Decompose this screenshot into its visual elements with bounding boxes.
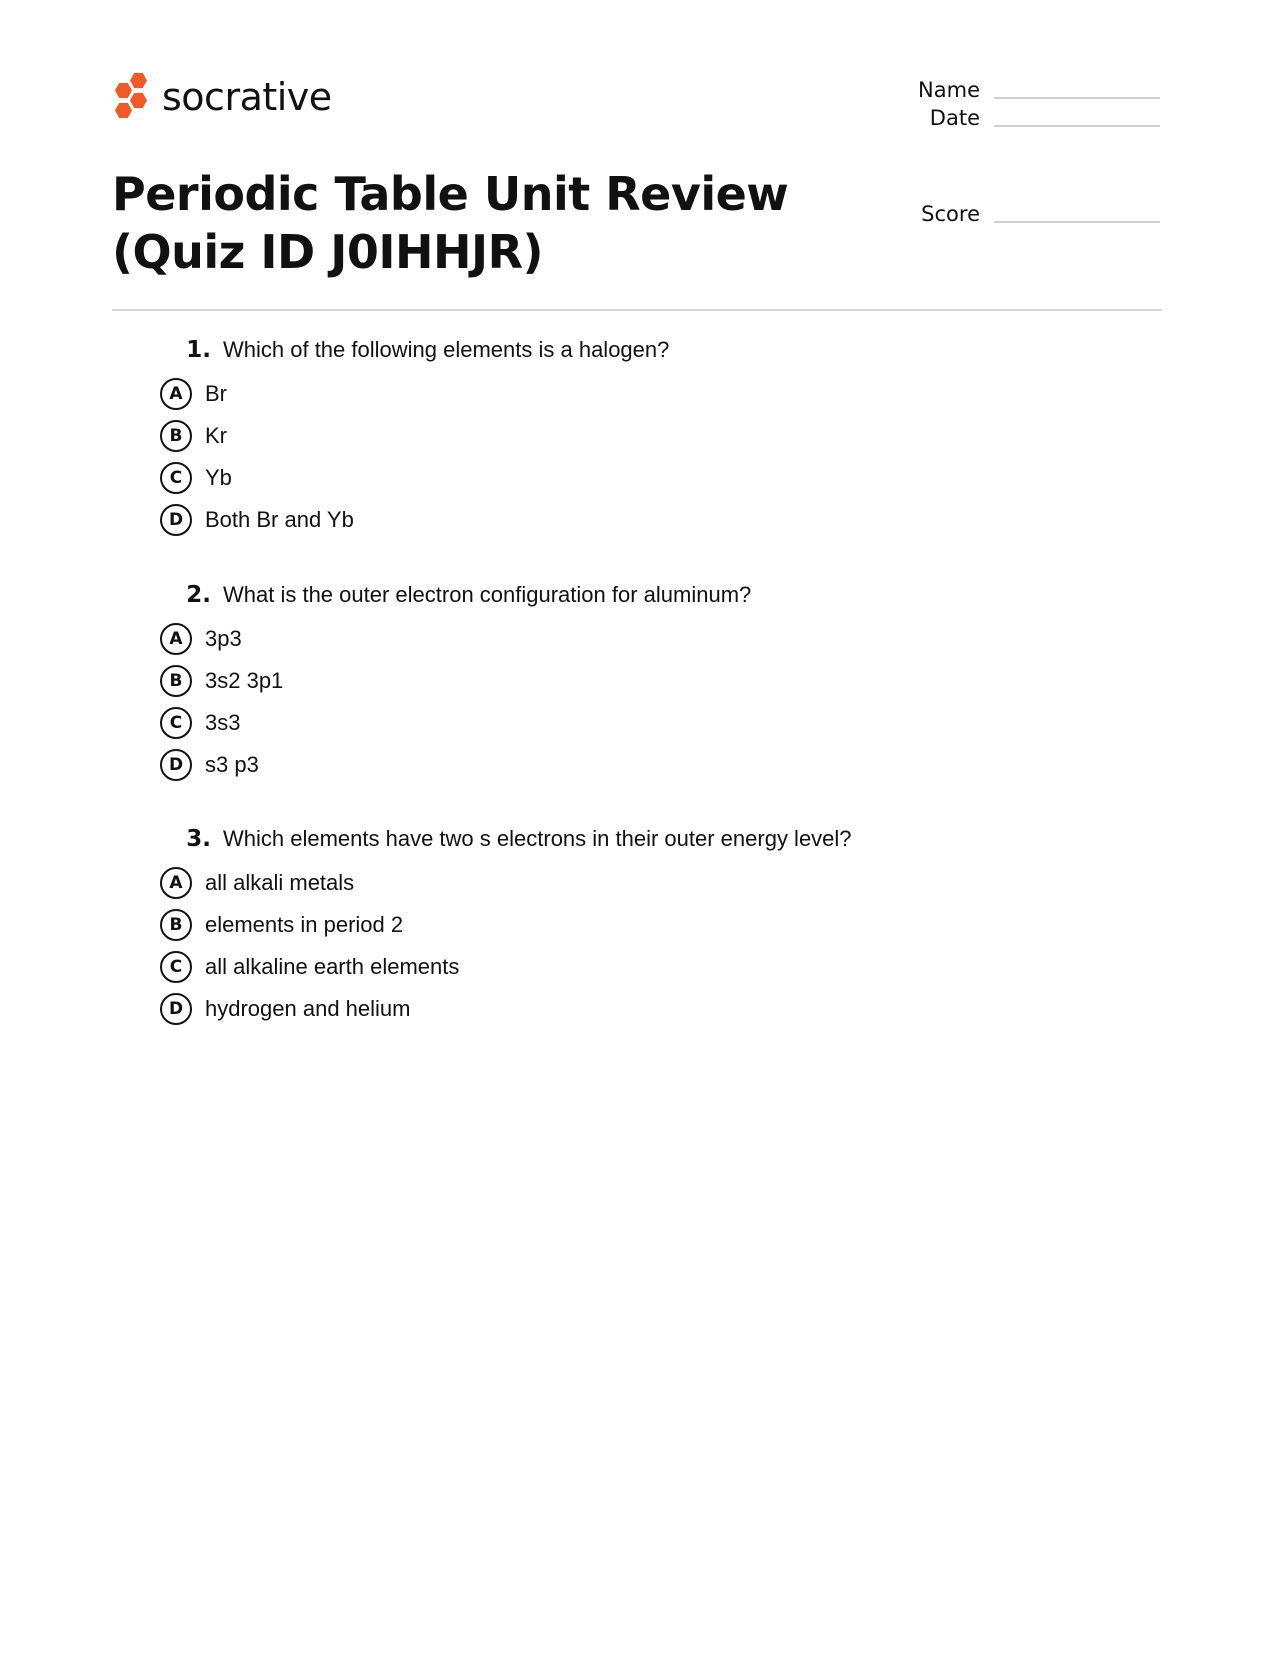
option-c[interactable] (160, 457, 669, 499)
question-text: What is the outer electron configuration for aluminum? (223, 582, 752, 607)
option-text: hydrogen and helium (205, 996, 411, 1021)
option-b[interactable] (160, 904, 852, 946)
option-c[interactable] (160, 702, 751, 744)
option-text: Br (205, 381, 227, 406)
socrative-logo (112, 72, 332, 122)
page-title: Periodic Table Unit Review (Quiz ID J0IHHJR) (112, 167, 789, 279)
question-text: Which elements have two s electrons in their outer energy level? (223, 826, 852, 851)
question-text: Which of the following elements is a halogen? (223, 337, 670, 362)
option-a[interactable] (160, 618, 751, 660)
option-text: Both Br and Yb (205, 507, 354, 532)
option-d[interactable] (160, 988, 852, 1030)
option-text: all alkaline earth elements (205, 954, 460, 979)
option-d[interactable] (160, 499, 669, 541)
option-a[interactable] (160, 862, 852, 904)
option-letter-c[interactable]: C (160, 951, 192, 983)
question-2 (160, 582, 751, 786)
option-letter-d[interactable]: D (160, 749, 192, 781)
option-letter-b[interactable]: B (160, 420, 192, 452)
option-text: all alkali metals (205, 870, 355, 895)
option-letter-a[interactable]: A (160, 623, 192, 655)
option-text: Kr (205, 423, 227, 448)
option-a[interactable] (160, 373, 669, 415)
option-letter-b[interactable]: B (160, 909, 192, 941)
question-3 (160, 826, 852, 1030)
date-field[interactable] (900, 106, 1160, 130)
option-text: Yb (205, 465, 232, 490)
option-letter-a[interactable]: A (160, 378, 192, 410)
score-field[interactable] (900, 202, 1160, 226)
question-number: 2. (186, 582, 211, 608)
option-letter-a[interactable]: A (160, 867, 192, 899)
option-text: 3s2 3p1 (205, 668, 284, 693)
option-letter-c[interactable]: C (160, 707, 192, 739)
brand-name: socrative (162, 75, 332, 119)
option-text: elements in period 2 (205, 912, 404, 937)
date-label: Date (929, 106, 980, 130)
option-text: s3 p3 (205, 752, 259, 777)
option-b[interactable] (160, 415, 669, 457)
option-letter-d[interactable]: D (160, 504, 192, 536)
name-label: Name (918, 78, 980, 102)
question-number: 3. (186, 826, 211, 852)
option-text: 3p3 (205, 626, 242, 651)
option-c[interactable] (160, 946, 852, 988)
name-line[interactable] (994, 96, 1160, 99)
name-field[interactable] (900, 78, 1160, 102)
question-1 (160, 337, 669, 541)
question-number: 1. (186, 337, 211, 363)
option-letter-d[interactable]: D (160, 993, 192, 1025)
score-label: Score (921, 202, 980, 226)
option-b[interactable] (160, 660, 751, 702)
header-divider (112, 309, 1162, 311)
option-letter-c[interactable]: C (160, 462, 192, 494)
hexagon-logo-icon (112, 72, 152, 122)
date-line[interactable] (994, 124, 1160, 127)
option-d[interactable] (160, 744, 751, 786)
score-line[interactable] (994, 220, 1160, 223)
option-text: 3s3 (205, 710, 241, 735)
option-letter-b[interactable]: B (160, 665, 192, 697)
